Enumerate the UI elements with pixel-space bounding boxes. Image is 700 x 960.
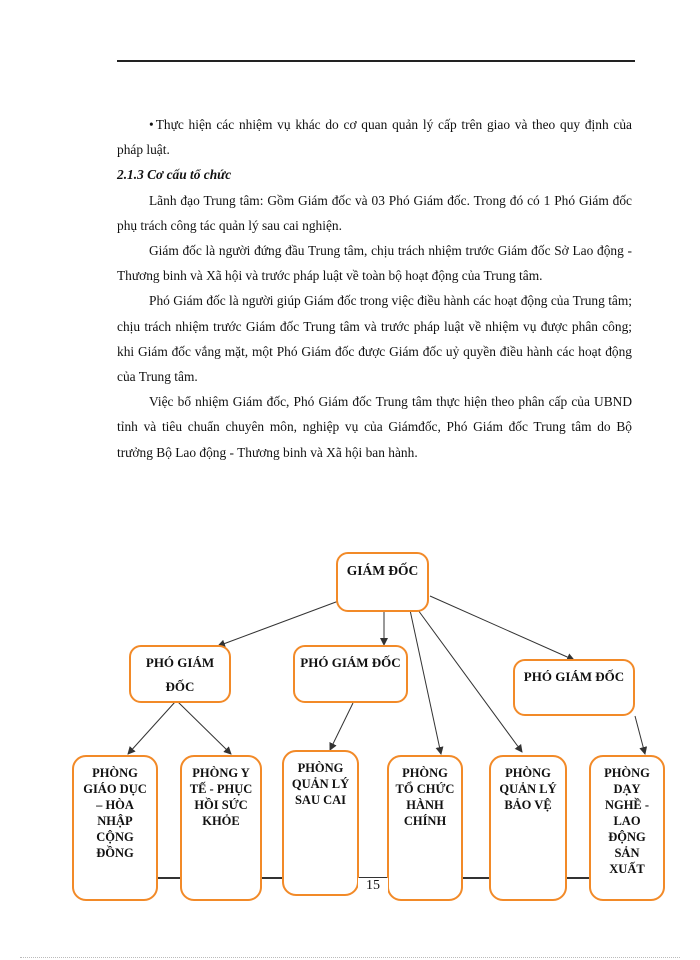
- section-heading: 2.1.3 Cơ cấu tổ chức: [117, 167, 232, 183]
- paragraph-5: Việc bổ nhiệm Giám đốc, Phó Giám đốc Trung tâm thực hiện theo phân cấp của UBND tỉnh và tiêu chuẩn chuyên môn, nghiệp vụ của Giámđốc, Phó Giám đốc Trung tâm do Bộ trưởng Bộ Lao động - Thương binh và Xã hội ban hành.: [117, 394, 632, 460]
- department-box-vocational: PHÒNG DẠY NGHỀ - LAO ĐỘNG SẢN XUẤT: [589, 755, 665, 901]
- bullet-icon: •: [149, 117, 154, 132]
- page-number: 15: [358, 878, 388, 894]
- department-box-health: PHÒNG Y TẾ - PHỤC HỒI SỨC KHỎE: [180, 755, 262, 901]
- header-rule: [117, 60, 635, 62]
- connector-deputy-3-dept-6: [635, 716, 645, 754]
- department-box-security: PHÒNG QUẢN LÝ BẢO VỆ: [489, 755, 567, 901]
- org-chart: [0, 540, 700, 940]
- deputy-director-box-3: PHÓ GIÁM ĐỐC: [513, 659, 635, 716]
- department-box-education: PHÒNG GIÁO DỤC – HÒA NHẬP CỘNG ĐỒNG: [72, 755, 158, 901]
- paragraph-4: Phó Giám đốc là người giúp Giám đốc trong việc điều hành các hoạt động của Trung tâm; chịu trách nhiệm trước Giám đốc Trung tâm và trước pháp luật về nhiệm vụ được phân công; khi Giám đốc vắng mặt, một Phó Giám đốc được Giám đốc uỷ quyền điều hành các hoạt động của Trung tâm.: [117, 293, 632, 385]
- deputy-director-box-2: PHÓ GIÁM ĐỐC: [293, 645, 408, 703]
- connector-director-dept-5: [418, 610, 522, 752]
- director-box: GIÁM ĐỐC: [336, 552, 429, 612]
- department-box-admin: PHÒNG TỔ CHỨC HÀNH CHÍNH: [387, 755, 463, 901]
- page-bottom-rule: [20, 957, 680, 958]
- paragraph-1: [117, 112, 632, 162]
- connector-deputy-2-dept-3: [330, 703, 353, 750]
- connector-director-deputy-3: [430, 596, 574, 660]
- body-text: [117, 112, 632, 465]
- connector-director-dept-4: [410, 610, 441, 754]
- paragraph-3: Giám đốc là người đứng đầu Trung tâm, chịu trách nhiệm trước Giám đốc Sở Lao động - Thương binh và Xã hội và trước pháp luật về toàn bộ hoạt động của Trung tâm.: [117, 243, 632, 284]
- connector-deputy-1-dept-2: [178, 702, 231, 754]
- deputy-director-box-1: PHÓ GIÁM ĐỐC: [129, 645, 231, 703]
- connector-deputy-1-dept-1: [128, 702, 175, 754]
- paragraph-2: Lãnh đạo Trung tâm: Gồm Giám đốc và 03 Phó Giám đốc. Trong đó có 1 Phó Giám đốc phụ trách công tác quản lý sau cai nghiện.: [117, 192, 632, 233]
- connector-director-deputy-1: [218, 596, 352, 646]
- paragraph-1-text: Thực hiện các nhiệm vụ khác do cơ quan quản lý cấp trên giao và theo quy định của pháp luật.: [117, 117, 632, 158]
- department-box-post-rehab: PHÒNG QUẢN LÝ SAU CAI: [282, 750, 359, 896]
